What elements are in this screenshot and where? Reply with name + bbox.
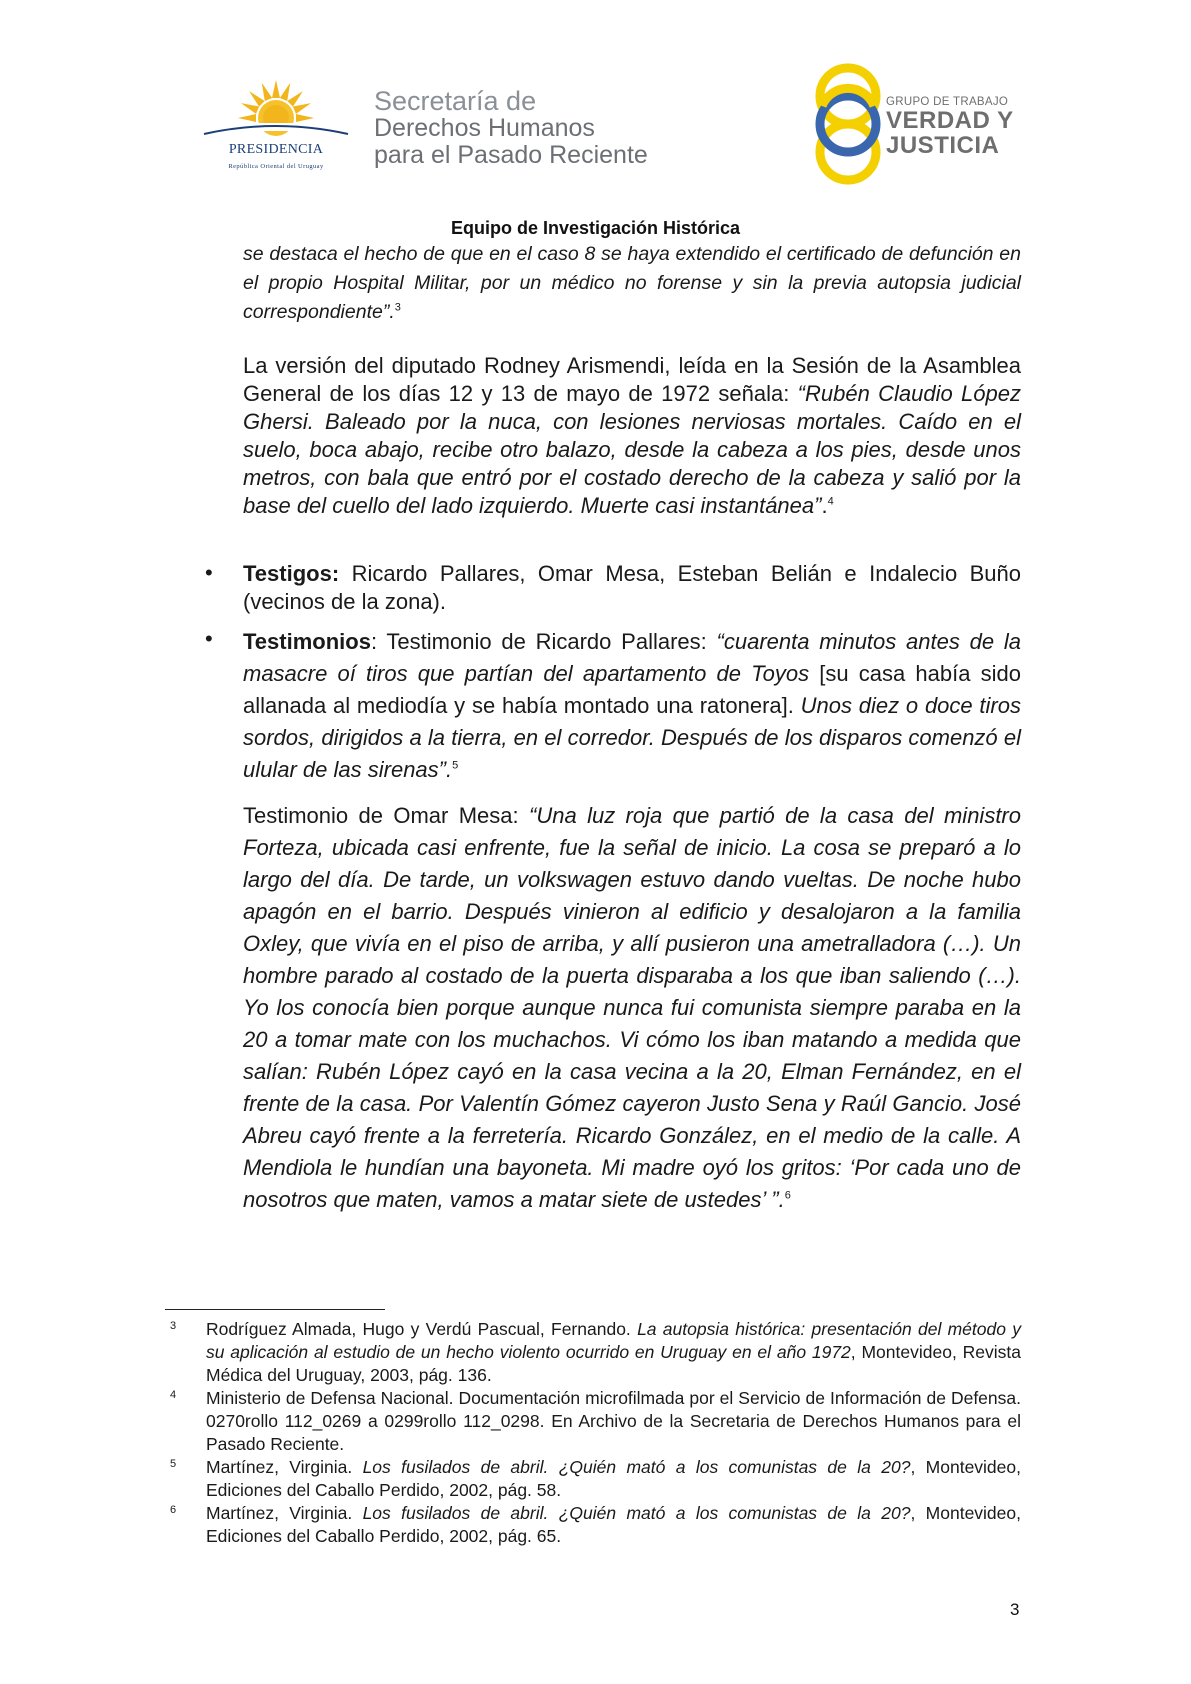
footnote-number: 6 bbox=[170, 1504, 177, 1516]
footnote-text-end: , Montevideo, Ediciones del Caballo Perdido, 2002, pág. 58. bbox=[206, 1457, 1021, 1500]
footnotes bbox=[165, 1318, 1021, 1548]
omar-intro: Testimonio de Omar Mesa: bbox=[243, 803, 530, 828]
testigos-text: Ricardo Pallares, Omar Mesa, Esteban Belián e Indalecio Buño (vecinos de la zona). bbox=[243, 561, 1021, 614]
secretaria-line-2: Derechos Humanos bbox=[374, 114, 595, 142]
footnote-4 bbox=[165, 1387, 1021, 1456]
team-title: Equipo de Investigación Histórica bbox=[450, 218, 741, 238]
footnote-text: Martínez, Virginia. bbox=[206, 1457, 363, 1477]
pallares-quote-1: “cuarenta minutos antes de la masacre oí tiros que partían del apartamento de Toyos bbox=[243, 629, 1021, 686]
arismendi-end: . bbox=[821, 493, 828, 518]
secretaria-line-1: Secretaría de bbox=[374, 86, 537, 116]
footnote-number: 4 bbox=[170, 1389, 177, 1401]
footnote-ref-4[interactable]: 4 bbox=[827, 495, 834, 508]
pallares-bracket: [su casa había sido allanada al mediodía y se había montado una ratonera]. bbox=[243, 661, 1021, 718]
page-header bbox=[0, 0, 1191, 200]
footnote-3 bbox=[165, 1318, 1021, 1387]
footnote-ref-3[interactable]: 3 bbox=[394, 301, 401, 314]
testigos-label: Testigos: bbox=[243, 561, 340, 586]
arismendi-paragraph bbox=[243, 352, 1021, 520]
presidencia-subtitle: República Oriental del Uruguay bbox=[228, 163, 324, 170]
presidencia-name: PRESIDENCIA bbox=[228, 142, 324, 157]
omar-quote: “Una luz roja que partió de la casa del ministro Forteza, ubicada casi enfrente, fue la señal de inicio. La cosa se preparó a lo largo del día. De tarde, un volkswagen estuvo dando vueltas. De noche hubo apagón en el barrio. Después vinieron al edificio y desalojaron a la familia Oxley, que vivía en el piso de arriba, y allí pusieron una ametralladora (…). Un hombre parado al costado de la puerta disparaba a los que iban saliendo (…). Yo los conocía bien porque aunque nunca fui comunista siempre paraba en la 20 a tomar mate con los muchachos. Vi cómo los iban matando a medida que salían: Rubén López cayó en la casa vecina a la 20, Elman Fernández, en el frente de la casa. Por Valentín Gómez cayeron Justo Sena y Raúl Gancio. José Abreu cayó frente a la ferretería. Ricardo González, en el medio de la calle. A Mendiola le hundían una bayoneta. Mi madre oyó los gritos: ‘Por cada uno de nosotros que maten, vamos a matar siete de ustedes’ ”. bbox=[243, 803, 1021, 1212]
bullet-testigos: • bbox=[205, 560, 213, 585]
footnote-5 bbox=[165, 1456, 1021, 1502]
grupo-trabajo-title bbox=[886, 96, 1014, 158]
grupo-line-3: JUSTICIA bbox=[886, 132, 1000, 159]
page-number: 3 bbox=[1010, 1600, 1020, 1619]
footnote-number: 5 bbox=[170, 1458, 177, 1470]
arismendi-quote: “Rubén Claudio López Ghersi. Baleado por la nuca, con lesiones nerviosas mortales. Caído en el suelo, boca abajo, recibe otro balazo, desde la cabeza a los pies, desde unos metros, con bala que entró por el costado derecho de la cabeza y salió por la base del cuello del lado izquierdo. Muerte casi instantánea” bbox=[243, 381, 1021, 518]
grupo-trabajo-rings-logo-icon bbox=[808, 62, 896, 186]
footnote-text: Martínez, Virginia. bbox=[206, 1503, 363, 1523]
quote-paragraph bbox=[243, 240, 1021, 327]
footnote-text-end: , Montevideo, Ediciones del Caballo Perdido, 2002, pág. 65. bbox=[206, 1503, 1021, 1546]
footnote-6 bbox=[165, 1502, 1021, 1548]
testimonios-item bbox=[243, 626, 1021, 786]
footnote-text: Ministerio de Defensa Nacional. Documentación microfilmada por el Servicio de Información de Defensa. 0270rollo 112_0269 a 0299rollo 112_0298. En Archivo de la Secretaria de Derechos Humanos para el Pasado Reciente. bbox=[206, 1388, 1021, 1454]
secretaria-title bbox=[374, 88, 648, 169]
grupo-line-2: VERDAD Y bbox=[886, 107, 1014, 134]
pallares-quote-2: Unos diez o doce tiros sordos, dirigidos a la tierra, en el corredor. Después de los disparos comenzó el ulular de las sirenas”. bbox=[243, 693, 1021, 782]
quote-text: se destaca el hecho de que en el caso 8 se haya extendido el certificado de defunción en el propio Hospital Militar, por un médico no forense y sin la previa autopsia judicial correspondiente”. bbox=[243, 243, 1021, 323]
footnote-ref-5[interactable]: 5 bbox=[452, 759, 459, 772]
testigos-item bbox=[243, 560, 1021, 616]
footnote-title: Los fusilados de abril. ¿Quién mató a los comunistas de la 20? bbox=[362, 1457, 911, 1477]
footnote-ref-6[interactable]: 6 bbox=[784, 1189, 791, 1202]
footnote-number: 3 bbox=[170, 1320, 177, 1332]
secretaria-line-3: para el Pasado Reciente bbox=[374, 141, 648, 169]
testimonios-intro: : Testimonio de Ricardo Pallares: bbox=[370, 629, 717, 654]
arismendi-intro: La versión del diputado Rodney Arismendi, leída en la Sesión de la Asamblea General de los días 12 y 13 de mayo de 1972 señala: bbox=[243, 353, 1021, 406]
omar-mesa-paragraph bbox=[243, 800, 1021, 1216]
footnote-title: La autopsia histórica: presentación del método y su aplicación al estudio de un hecho violento ocurrido en Uruguay en el año 1972 bbox=[206, 1319, 1021, 1362]
footnote-text-end: , Montevideo, Revista Médica del Uruguay, 2003, pág. 136. bbox=[206, 1342, 1021, 1385]
footnote-title: Los fusilados de abril. ¿Quién mató a los comunistas de la 20? bbox=[362, 1503, 911, 1523]
bullet-testimonios: • bbox=[205, 626, 213, 651]
testimonios-label: Testimonios bbox=[243, 629, 371, 654]
footnote-separator bbox=[165, 1309, 385, 1310]
grupo-line-1: GRUPO DE TRABAJO bbox=[886, 96, 1009, 108]
footnote-text: Rodríguez Almada, Hugo y Verdú Pascual, Fernando. bbox=[206, 1319, 638, 1339]
